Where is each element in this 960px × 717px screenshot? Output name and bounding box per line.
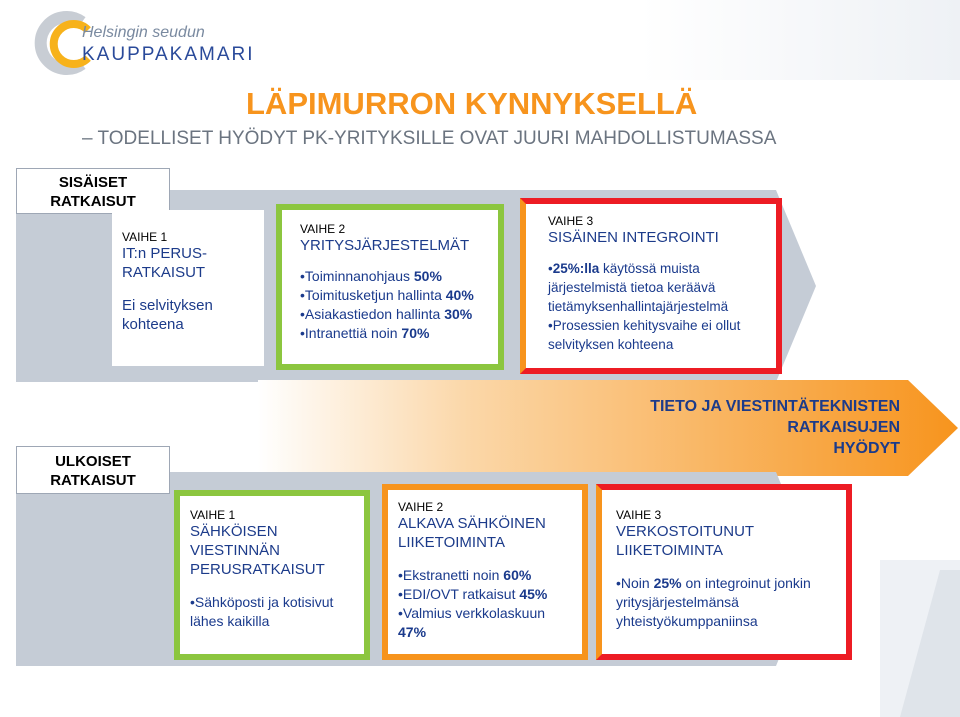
page-title: LÄPIMURRON KYNNYKSELLÄ bbox=[246, 86, 698, 121]
list-item: • Ekstranetti noin 60% bbox=[398, 566, 574, 585]
header-decoration bbox=[640, 0, 960, 80]
list-item: • Intranettiä noin 70% bbox=[300, 324, 488, 343]
logo-line1: Helsingin seudun bbox=[82, 24, 205, 41]
external-phase2-card bbox=[382, 484, 588, 660]
internal-phase3-card bbox=[520, 198, 782, 374]
logo bbox=[32, 8, 262, 78]
list-item: • Valmius verkkolaskuun 47% bbox=[398, 604, 574, 642]
list-item: • Toimitusketjun hallinta 40% bbox=[300, 286, 488, 305]
external-label: ULKOISET RATKAISUT bbox=[16, 446, 170, 494]
internal-phase3-stage: VAIHE 3 bbox=[548, 214, 594, 228]
internal-phase1-heading: IT:n PERUS- RATKAISUT bbox=[122, 245, 208, 281]
external-phase3-card bbox=[596, 484, 852, 660]
external-phase3-heading: VERKOSTOITUNUT LIIKETOIMINTA bbox=[616, 523, 755, 559]
internal-label: SISÄISET RATKAISUT bbox=[16, 168, 170, 214]
list-item: •Noin 25% on integroinut jonkin yritysjärjestelmänsä yhteistyökumppaniinsa bbox=[616, 575, 811, 629]
logo-line2: KAUPPAKAMARI bbox=[82, 44, 255, 65]
list-item: • Asiakastiedon hallinta 30% bbox=[300, 305, 488, 324]
list-item: •25%:lla käytössä muista järjestelmistä tietoa keräävä tietämyksenhallintajärjestelmä bbox=[548, 261, 729, 314]
corner-decoration bbox=[880, 560, 960, 717]
arrow-text bbox=[560, 396, 900, 459]
arrow-line1: TIETO JA VIESTINTÄTEKNISTEN bbox=[650, 398, 900, 415]
external-phase1-card bbox=[174, 490, 370, 660]
internal-phase1-note: Ei selvityksen kohteena bbox=[122, 297, 213, 333]
logo-mark-icon bbox=[32, 8, 102, 78]
external-phase1-stage: VAIHE 1 bbox=[190, 508, 236, 522]
external-phase1-heading: SÄHKÖISEN VIESTINNÄN PERUSRATKAISUT bbox=[190, 523, 325, 578]
arrow-line3: HYÖDYT bbox=[833, 440, 900, 457]
internal-phase2-stage: VAIHE 2 bbox=[300, 222, 346, 236]
internal-phase2-card bbox=[276, 204, 504, 370]
internal-phase3-heading: SISÄINEN INTEGROINTI bbox=[548, 229, 719, 246]
arrow-line2: RATKAISUJEN bbox=[787, 419, 900, 436]
list-item: • EDI/OVT ratkaisut 45% bbox=[398, 585, 574, 604]
list-item: • Toiminnanohjaus 50% bbox=[300, 267, 488, 286]
internal-phase1-card bbox=[112, 210, 264, 366]
list-item: •Sähköposti ja kotisivut lähes kaikilla bbox=[190, 594, 334, 629]
external-phase2-heading: ALKAVA SÄHKÖINEN LIIKETOIMINTA bbox=[398, 515, 546, 551]
list-item: •Prosessien kehitysvaihe ei ollut selvityksen kohteena bbox=[548, 318, 741, 352]
internal-phase1-stage: VAIHE 1 bbox=[122, 230, 168, 244]
external-phase3-stage: VAIHE 3 bbox=[616, 508, 662, 522]
external-phase2-stage: VAIHE 2 bbox=[398, 500, 444, 514]
internal-phase2-heading: YRITYSJÄRJESTELMÄT bbox=[300, 237, 470, 254]
page-subtitle: – TODELLISET HYÖDYT PK-YRITYKSILLE OVAT JUURI MAHDOLLISTUMASSA bbox=[82, 128, 777, 149]
